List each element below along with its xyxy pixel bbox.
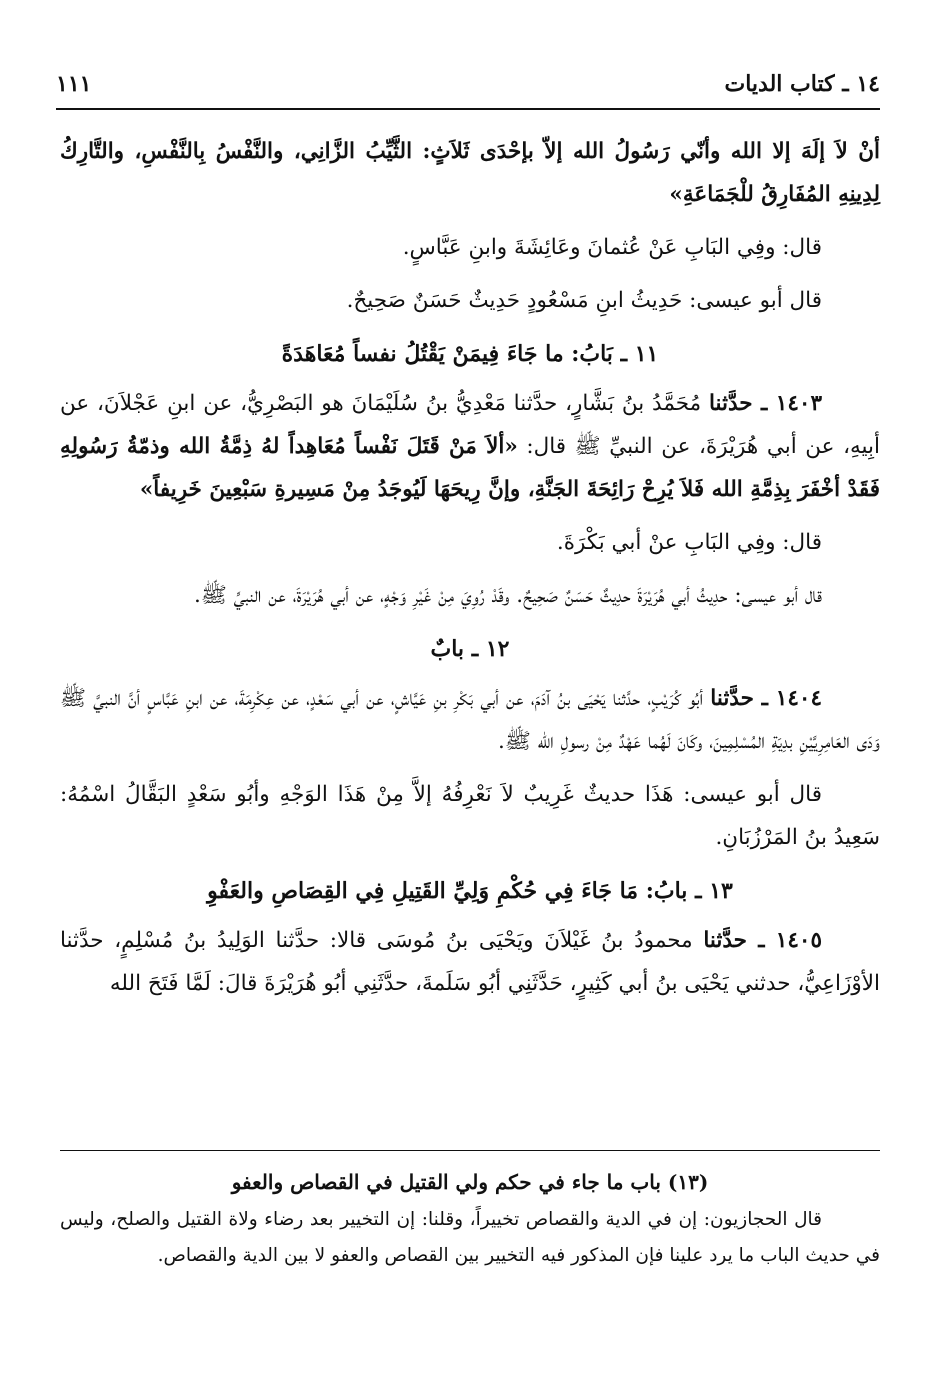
footnote-title: (١٣) باب ما جاء في حكم ولي القتيل في القصاص والعفو bbox=[231, 1170, 709, 1194]
footnote-text: قال الحجازيون: إن في الدية والقصاص تخييراً، وقلنا: إن التخيير بعد رضاء ولاة القتيل والصلح، وليس في حديث الباب ما يرد علينا فإن المذكور فيه التخيير بين القصاص والعفو لا بين الدية والقصاص. bbox=[60, 1209, 880, 1266]
chapter-heading-13: ١٣ ـ بابُ: مَا جَاءَ فِي حُكْمِ وَلِيِّ القَتِيلِ فِي القِصَاصِ والعَفْوِ bbox=[207, 878, 733, 904]
hadith-number: ١٤٠٤ ـ حدَّثنا bbox=[710, 686, 822, 711]
author-comment: قال أبو عيسى: حَدِيثُ ابنِ مَسْعُودٍ حَدِيثٌ حَسَنٌ صَحِيحٌ. bbox=[346, 288, 822, 313]
hadith-number: ١٤٠٥ ـ حدَّثنا bbox=[703, 928, 822, 953]
footnote bbox=[60, 1162, 880, 1274]
main-text bbox=[60, 130, 880, 1005]
hadith-1403 bbox=[60, 382, 880, 511]
chapter-note: قال: وفِي البَابِ عنْ أبي بَكْرَةَ. bbox=[556, 530, 822, 555]
page-number: ١١١ bbox=[56, 71, 92, 97]
chapter-note: قال: وفِي البَابِ عَنْ عُثمانَ وعَائِشَةَ وابنِ عَبَّاسٍ. bbox=[402, 235, 822, 260]
chapter-heading-12: ١٢ ـ بابٌ bbox=[430, 636, 510, 662]
running-title: ١٤ ـ كتاب الديات bbox=[724, 71, 880, 97]
hadith-chain: أبُو كُرَيْبٍ، حدَّثنا يَحْيَى بنُ آدَمَ، عن أبي بَكْرِ بنِ عَيَّاشٍ، عن أبي سَعْدٍ، عن عِكْرِمَةَ، عن ابنِ عَبَّاسٍ أنَّ النبيَّ ﷺ وَدَى العَامِرِيَّيْنِ بدِيَةِ المُسْلِمِينَ، وكَانَ لَهُما عَهْدٌ مِنْ رسولِ الله ﷺ. bbox=[60, 686, 880, 754]
hadith-chain: محمودُ بنُ غَيْلاَنَ ويَحْيَى بنُ مُوسَى قالا: حدَّثنا الوَلِيدُ بنُ مُسْلِمٍ، حدَّثنا الأوْزَاعِيُّ، حدثني يَحْيَى بنُ أبي كَثِيرٍ، حَدَّثَنِي أبُو سَلَمةَ، حدَّثَنِي أبُو هُرَيْرَةَ قالَ: لَمَّا فَتَحَ الله bbox=[60, 928, 880, 996]
hadith-number: ١٤٠٣ ـ حدَّثنا bbox=[708, 391, 822, 416]
hadith-1405 bbox=[60, 919, 880, 1005]
author-comment: قال أبو عيسى: حدِيثُ أبي هُرَيْرَةَ حدِيثٌ حَسَنٌ صَحِيحٌ. وقَدْ رُوِيَ مِنْ غَيْرِ وَجْهٍ، عن أبي هُرَيْرَةَ، عن النبيِّ ﷺ. bbox=[194, 583, 822, 608]
author-comment: قال أبو عيسى: هَذَا حديثٌ غَرِيبٌ لاَ نَعْرِفُهُ إلاَّ مِنْ هَذَا الوَجْهِ وأبُو سَعْدٍ البَقَّالُ اسْمُهُ: سَعِيدُ بنُ المَرْزُبَانِ. bbox=[60, 782, 880, 850]
hadith-continuation: أنْ لاَ إلَهَ إلا الله وأنّي رَسُولُ الله إلاّ بإحْدَى ثَلاَثٍ: الثَّيِّبُ الزَّانِي، والنَّفْسُ بِالنَّفْسِ، والتَّارِكُ لِدِينِهِ المُفَارِقُ للْجَمَاعَةِ» bbox=[60, 139, 880, 207]
hadith-chain: مُحَمَّدُ بنُ بَشَّارٍ، حدَّثنا مَعْدِيُّ بنُ سُلَيْمَانَ هو البَصْرِيُّ، عن ابنِ عَجْلاَنَ، عن أبِيهِ، عن أبي هُرَيْرَةَ، عن النبيِّ ﷺ قال: bbox=[60, 391, 880, 459]
hadith-text: «ألاَ مَنْ قَتَلَ نَفْساً مُعَاهِداً لهُ ذِمَّةُ الله وذمّةُ رَسُولِهِ فَقَدْ أخْفَرَ بِذِمَّةِ الله فَلاَ يُرِحْ رَائِحَةَ الجَنَّةِ، وإنَّ رِيحَهَا لَيُوجَدُ مِنْ مَسِيرةِ سَبْعِينَ خَرِيفاً» bbox=[60, 434, 880, 502]
hadith-1404 bbox=[60, 677, 880, 763]
footnote-divider bbox=[60, 1150, 880, 1151]
page-header bbox=[56, 60, 880, 110]
chapter-heading-11: ١١ ـ بَابُ: ما جَاءَ فِيمَنْ يَقْتُلُ نفساً مُعَاهَدَةً bbox=[281, 341, 659, 367]
